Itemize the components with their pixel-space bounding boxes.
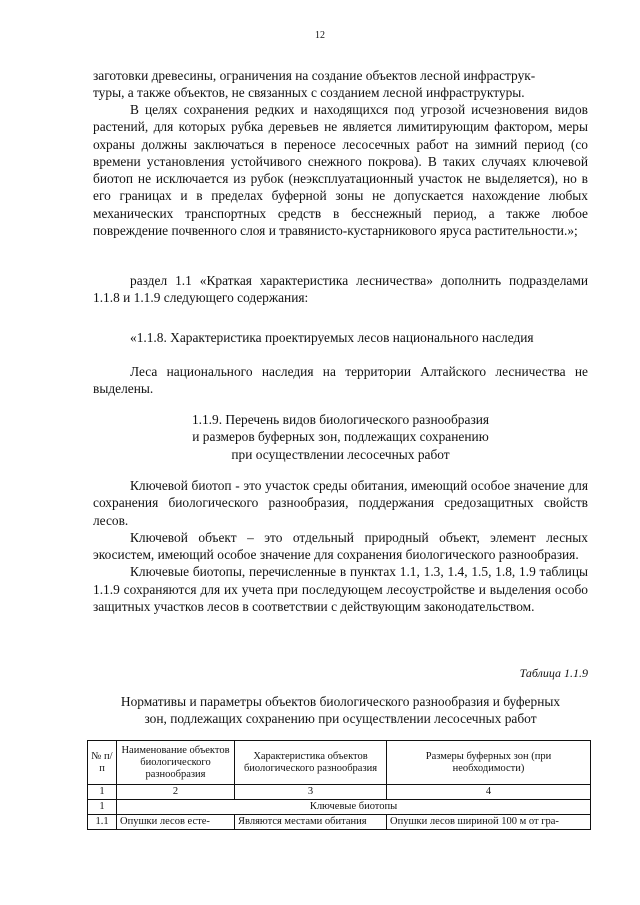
paragraph-continuation	[93, 67, 588, 102]
paragraph-national-heritage	[93, 363, 588, 398]
row-number: 1.1	[88, 815, 117, 830]
column-number: 3	[235, 785, 387, 800]
heading-line: 1.1.9. Перечень видов биологического разнообразия	[191, 412, 490, 427]
paragraph-conservation-measures	[93, 101, 588, 239]
paragraph-text: раздел 1.1 «Краткая характеристика лесничества» дополнить подразделами 1.1.8 и 1.1.9 следующего содержания:	[93, 273, 588, 306]
heading-section-1-1-9	[93, 411, 588, 463]
column-number: 1	[88, 785, 117, 800]
heading-section-1-1-8: «1.1.8. Характеристика проектируемых лесов национального наследия	[130, 330, 534, 345]
header-object-characteristic: Характеристика объектов биологического разнообразия	[235, 741, 387, 785]
column-number: 2	[117, 785, 235, 800]
section-label: Ключевые биотопы	[117, 800, 591, 815]
header-buffer-zone-size: Размеры буферных зон (при необходимости)	[387, 741, 591, 785]
table-label: Таблица 1.1.9	[519, 666, 588, 680]
row-buffer-zone-size: Опушки лесов шириной 100 м от гра-	[387, 815, 591, 830]
header-object-name: Наименование объектов биологического разнообразия	[117, 741, 235, 785]
column-number: 4	[387, 785, 591, 800]
table-title-line: Нормативы и параметры объектов биологического разнообразия и буферных	[120, 694, 561, 709]
paragraph-text: В целях сохранения редких и находящихся под угрозой исчезновения видов растений, для которых рубка деревьев не является лимитирующим фактором, меры охраны должны заключаться в переносе лесосечных работ на зимний период (со времени установления устойчивого снежного покрова). В таких случаях ключевой биотоп не исключается из рубок (неэксплуатационный участок не выделяется), но в его границах и в пределах буферной зоны не допускается нахождение любых механических транспортных средств в бесснежный период, а также любое повреждение почвенного слоя и травянисто-кустарникового яруса растительности.»;	[93, 102, 588, 239]
definition-key-biotopes-list: Ключевые биотопы, перечисленные в пунктах 1.1, 1.3, 1.4, 1.5, 1.8, 1.9 таблицы 1.1.9 сохраняются для их учета при последующем лесоустройстве и выделения особо защитных участков лесов в соответствии с действующим законодательством.	[93, 564, 588, 615]
heading-line: и размеров буферных зон, подлежащих сохранению	[192, 429, 489, 445]
paragraph-line: заготовки древесины, ограничения на создание объектов лесной инфраструк-	[93, 68, 536, 83]
table-row	[88, 815, 591, 830]
row-object-characteristic: Являются местами обитания	[235, 815, 387, 830]
table-title	[88, 693, 593, 728]
paragraph-section-amendment	[93, 272, 588, 307]
page-number: 12	[315, 30, 325, 41]
header-number: № п/п	[88, 741, 117, 785]
table-column-number-row	[88, 785, 591, 800]
heading-line: при осуществлении лесосечных работ	[231, 446, 450, 462]
table-title-line: зон, подлежащих сохранению при осуществлении лесосечных работ	[144, 711, 537, 727]
table-header-row	[88, 741, 591, 785]
table-section-row	[88, 800, 591, 815]
definitions-block	[93, 477, 588, 615]
section-number: 1	[88, 800, 117, 815]
row-object-name: Опушки лесов есте-	[117, 815, 235, 830]
paragraph-line: туры, а также объектов, не связанных с созданием лесной инфраструктуры.	[93, 85, 525, 101]
definition-key-object: Ключевой объект – это отдельный природный объект, элемент лесных экосистем, имеющий особое значение для сохранения биологического разнообразия.	[93, 529, 588, 563]
biodiversity-table	[87, 740, 591, 830]
paragraph-text: Леса национального наследия на территории Алтайского лесничества не выделены.	[93, 364, 588, 397]
definition-key-biotope: Ключевой биотоп - это участок среды обитания, имеющий особое значение для сохранения биологического разнообразия, поддержания средозащитных свойств лесов.	[93, 478, 588, 528]
